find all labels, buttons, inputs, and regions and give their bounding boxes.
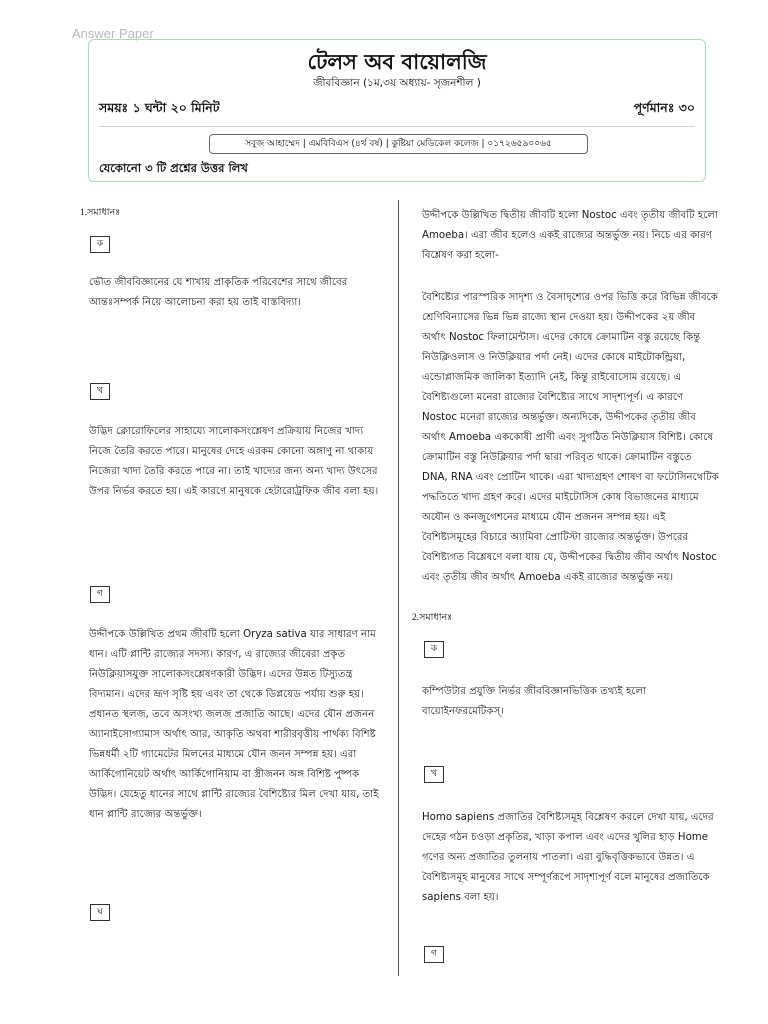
header-divider	[99, 126, 695, 127]
part-kha-tag: খ	[90, 383, 110, 400]
exam-subtitle: জীববিজ্ঞান (১ম,৩য় অধ্যায়- সৃজনশীল )	[313, 77, 481, 89]
full-marks: পূর্ণমানঃ ৩০	[633, 100, 695, 115]
column-divider	[398, 200, 399, 976]
answer-1-ka: ভৌত জীববিজ্ঞানের যে শাখায় প্রাকৃতিক পরিবেশের সাথে জীবের আন্তঃসম্পর্ক নিয়ে আলোচনা করা হয় তাই বাস্তবিদ্যা।	[89, 277, 348, 308]
part-ka-tag: ক	[90, 236, 110, 253]
exam-instruction: যেকোনো ৩ টি প্রশ্নের উত্তর লিখ	[99, 161, 248, 175]
part-ga-tag-2: গ	[424, 946, 444, 963]
answer-1-gha-intro: উদ্দীপকে উল্লিখিত দ্বিতীয় জীবটি হলো Nostoc এবং তৃতীয় জীবটি হলো Amoeba। এরা জীব হলেও একই রাজ্যের অন্তর্ভুক্ত নয়। নিচে এর কারণ বিশ্লেষণ করা হলো-	[422, 210, 718, 261]
part-gha-tag: ঘ	[90, 904, 110, 921]
part-kha-tag-2: খ	[424, 766, 444, 783]
exam-header	[88, 39, 706, 182]
question-1-heading: 1.সমাধানঃ	[80, 208, 121, 218]
answer-1-ga: উদ্দীপকে উল্লিখিত প্রথম জীবটি হলো Oryza sativa যার সাধারণ নাম ধান। এটি প্লান্টি রাজ্যের সদস্য। কারণ, এ রাজ্যের জীবেরা প্রকৃত নিউক্লিয়াসযুক্ত সালোকসংশ্লেষণকারী উদ্ভিদ। এদের উন্নত টিস্যুতন্ত্র বিদ্যমান। এদের ভ্রূণ সৃষ্টি হয় এবং তা থেকে ডিপ্লয়েড পর্যায় শুরু হয়। প্রধানত স্থলজ, তবে অসংখ্য জলজ প্রজাতি আছে। এদের যৌন প্রজনন অ্যানাইসোগ্যামাস অর্থাৎ আর, আকৃতি অথবা শারীরবৃত্তীয় পার্থক্য বিশিষ্ট ভিন্নধর্মী ২টি গ্যামেটের মিলনের মাধ্যমে যৌন জনন সম্পন্ন হয়। এরা আর্কিগোনিয়েট অর্থাৎ আর্কিগোনিয়াম বা স্ত্রীজনন অঙ্গ বিশিষ্ট পুষ্পক উদ্ভিদ। যেহেতু ধানের সাথে প্লান্টি রাজ্যের বৈশিষ্ট্যের মিল দেখা যায়, তাই ধান প্লান্টি রাজ্যের অন্তর্ভুক্ত।	[89, 629, 379, 820]
exam-title: টেলস অব বায়োলজি	[307, 50, 487, 74]
question-2-heading: 2.সমাধানঃ	[412, 613, 453, 623]
answer-2-ka: কম্পিউটার প্রযুক্তি নির্ভর জীববিজ্ঞানভিত্তিক তথ্যই হলো বায়োইনফরমেটিকস্।	[422, 686, 646, 717]
answer-2-kha: Homo sapiens প্রজাতির বৈশিষ্ট্যসমূহ বিশ্লেষণ করলে দেখা যায়, এদের দেহের গঠন চওড়া প্রকৃতির, খাড়া কপাল এবং এদের খুলির হাড় Home গণের অন্য প্রজাতির তুলনায় পাতলা। এরা বুদ্ধিবৃত্তিকভাবে উন্নত। এ বৈশিষ্ট্যসমূহ মানুষের সাথে সম্পূর্ণরূপে সাদৃশ্যপূর্ণ বলে মানুষের প্রজাতিকে sapiens বলা হয়।	[422, 812, 714, 903]
answer-1-gha-body: বৈশিষ্ট্যের পারস্পরিক সাদৃশ্য ও বৈসাদৃশ্যের ওপর ভিত্তি করে বিভিন্ন জীবকে শ্রেণিবিন্যাসের ভিন্ন ভিন্ন রাজ্যে স্থান দেওয়া হয়। উদ্দীপকের ২য় জীব অর্থাৎ Nostoc ফিলামেন্টাস। এদের কোষে ক্রোমাটিন বস্তু রয়েছে কিন্তু নিউক্লিওলাস ও নিউক্লিয়ার পর্দা নেই। এদের কোষে মাইটোকন্ড্রিয়া, এন্ডোপ্লাজমিক জালিকা ইত্যাদি নেই, কিন্তু রাইবোসোম রয়েছে। এ বৈশিষ্ট্যগুলো মনেরা রাজ্যের বৈশিষ্ট্যের সাথে সাদৃশ্যপূর্ণ। এ কারণে Nostoc মনেরা রাজ্যের অন্তর্ভুক্ত। অন্যদিকে, উদ্দীপকের তৃতীয় জীব অর্থাৎ Amoeba এককোষী প্রাণী এবং সুগঠিত নিউক্লিয়াস বিশিষ্ট। কোষে ক্রোমাটিন বস্তু নিউক্লিয়ার পর্দা দ্বারা পরিবৃত থাকে। ক্রোমাটিন বস্তুতে DNA, RNA এবং প্রোটিন থাকে। এরা খাদ্যগ্রহণ শোষণ বা ফটোসিনথেটিক পদ্ধতিতে খাদ্য গ্রহণ করে। এদের মাইটোসিস কোষ বিভাজনের মাধ্যমে অযৌন ও কনজুগেশনের মাধ্যমে যৌন প্রজনন সম্পন্ন হয়। এই বৈশিষ্ট্যসমূহের বিচারে অ্যামিবা প্রোটিস্টা রাজ্যের অন্তর্ভুক্ত। উপরের বৈশিষ্ট্যগত বিশ্লেষণে বলা যায় যে, উদ্দীপকের দ্বিতীয় জীব অর্থাৎ Nostoc এবং তৃতীয় জীব অর্থাৎ Amoeba একই রাজ্যের অন্তর্ভুক্ত নয়।	[422, 292, 719, 583]
part-ka-tag-2: ক	[424, 641, 444, 658]
author-info-box: সবুজ আহাম্মেদ | এমবিবিএস (৪র্থ বর্ষ) | কুষ্টিয়া মেডিকেল কলেজ | ০১৭২৬৫৯০০৬৫	[209, 134, 588, 154]
part-ga-tag: গ	[90, 586, 110, 603]
time-limit: সময়ঃ ১ ঘন্টা ২০ মিনিট	[99, 100, 220, 115]
watermark-text: Answer Paper	[72, 26, 154, 41]
answer-1-kha: উদ্ভিদ ক্লোরোফিলের সাহায্যে সালোকসংশ্লেষণ প্রক্রিয়ায় নিজের খাদ্য নিজে তৈরি করতে পারে। মানুষের দেহে এরকম কোনো অঙ্গাণু না থাকায় নিজেরা খাদ্য তৈরি করতে পারে না। তাই খাদ্যের জন্য অন্য খাদ্য উৎসের উপর নির্ভর করতে হয়। এই কারণে মানুষকে হেটারোট্রফিক জীব বলা হয়।	[89, 426, 379, 497]
